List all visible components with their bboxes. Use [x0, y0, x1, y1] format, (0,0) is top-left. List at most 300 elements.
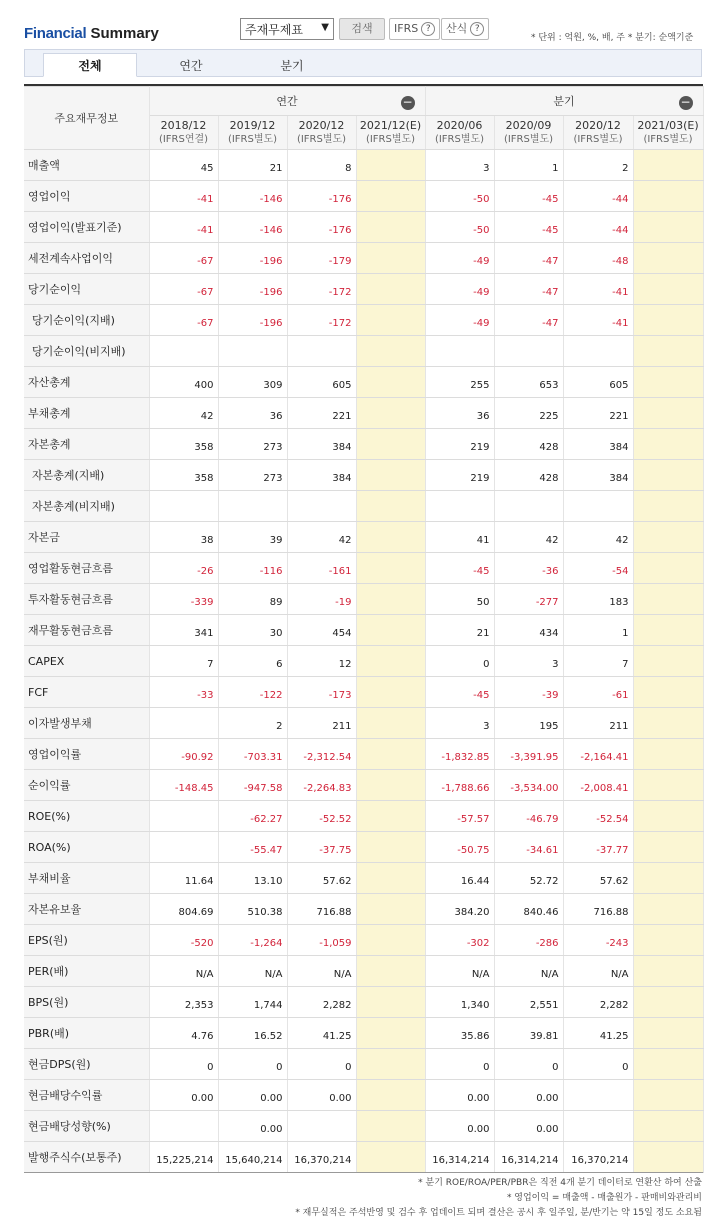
table-cell: N/A — [218, 956, 287, 987]
table-cell: -179 — [287, 243, 356, 274]
table-cell — [356, 615, 425, 646]
table-cell — [563, 336, 633, 367]
table-cell: -2,264.83 — [287, 770, 356, 801]
table-cell: -48 — [563, 243, 633, 274]
row-label: FCF — [24, 677, 149, 708]
row-label: 부채비율 — [24, 863, 149, 894]
table-cell — [356, 150, 425, 181]
table-cell: 716.88 — [287, 894, 356, 925]
table-cell — [356, 491, 425, 522]
table-cell — [633, 708, 703, 739]
table-cell: -1,264 — [218, 925, 287, 956]
table-cell: 1,744 — [218, 987, 287, 1018]
table-cell: 16,314,214 — [494, 1142, 563, 1173]
footnote: * 분기 ROE/ROA/PER/PBR은 직전 4개 분기 데이터로 연환산 하여 산출 — [418, 1178, 702, 1188]
table-cell — [149, 832, 218, 863]
table-cell — [633, 553, 703, 584]
table-cell: 605 — [563, 367, 633, 398]
table-cell: 89 — [218, 584, 287, 615]
table-cell: -196 — [218, 305, 287, 336]
table-row — [24, 708, 703, 739]
table-row — [24, 646, 703, 677]
table-cell: 434 — [494, 615, 563, 646]
table-cell: 39 — [218, 522, 287, 553]
column-basis: (IFRS별도) — [296, 133, 347, 145]
table-cell — [356, 243, 425, 274]
table-cell: -37.77 — [563, 832, 633, 863]
table-cell: 273 — [218, 460, 287, 491]
table-cell — [149, 801, 218, 832]
column-basis: (IFRS별도) — [227, 133, 278, 145]
table-row — [24, 429, 703, 460]
table-cell: -62.27 — [218, 801, 287, 832]
table-cell: -47 — [494, 274, 563, 305]
table-cell: -52.54 — [563, 801, 633, 832]
table-cell — [563, 491, 633, 522]
table-cell — [633, 150, 703, 181]
row-label: 세전계속사업이익 — [24, 243, 149, 274]
column-header — [633, 116, 703, 150]
table-cell: -146 — [218, 181, 287, 212]
table-cell: -172 — [287, 305, 356, 336]
table-row — [24, 894, 703, 925]
table-row — [24, 1049, 703, 1080]
table-cell: -90.92 — [149, 739, 218, 770]
column-header — [425, 116, 494, 150]
row-label: 영업이익 — [24, 181, 149, 212]
table-cell — [356, 708, 425, 739]
table-cell: 3 — [425, 708, 494, 739]
table-cell — [356, 646, 425, 677]
group-annual-header — [149, 87, 425, 116]
table-cell: 1 — [563, 615, 633, 646]
table-cell: 2 — [218, 708, 287, 739]
row-label: 현금배당성향(%) — [24, 1111, 149, 1142]
table-cell — [633, 677, 703, 708]
table-cell: 11.64 — [149, 863, 218, 894]
table-cell: -176 — [287, 181, 356, 212]
table-cell — [633, 925, 703, 956]
row-label: ROA(%) — [24, 832, 149, 863]
column-period: 2020/12 — [575, 118, 621, 132]
table-cell: -243 — [563, 925, 633, 956]
column-period: 2021/03(E) — [637, 118, 699, 132]
group-quarter-label: 분기 — [553, 95, 575, 108]
table-cell — [494, 491, 563, 522]
table-cell: 2,282 — [563, 987, 633, 1018]
table-cell: 225 — [494, 398, 563, 429]
row-label: 당기순이익(비지배) — [24, 336, 149, 367]
table-cell: 0.00 — [149, 1080, 218, 1111]
row-label: PER(배) — [24, 956, 149, 987]
table-cell: -45 — [494, 212, 563, 243]
table-cell: 0.00 — [494, 1080, 563, 1111]
formula-info-button[interactable] — [441, 18, 489, 40]
table-cell: -146 — [218, 212, 287, 243]
footnotes — [295, 1176, 702, 1221]
table-cell: 211 — [563, 708, 633, 739]
table-body — [24, 150, 703, 1173]
table-row — [24, 1080, 703, 1111]
table-cell: -1,832.85 — [425, 739, 494, 770]
tab-all[interactable]: 전체 — [43, 53, 137, 77]
table-cell: 605 — [287, 367, 356, 398]
table-cell: -54 — [563, 553, 633, 584]
table-cell: 358 — [149, 460, 218, 491]
table-cell: -50 — [425, 181, 494, 212]
table-cell: 45 — [149, 150, 218, 181]
table-cell — [633, 956, 703, 987]
table-cell: 0.00 — [287, 1080, 356, 1111]
column-period: 2020/12 — [298, 118, 345, 132]
column-header — [563, 116, 633, 150]
table-cell — [563, 1080, 633, 1111]
column-header — [287, 116, 356, 150]
table-cell — [356, 181, 425, 212]
table-row — [24, 150, 703, 181]
table-cell: 804.69 — [149, 894, 218, 925]
table-row — [24, 367, 703, 398]
column-period: 2020/06 — [436, 118, 483, 132]
table-cell: 384.20 — [425, 894, 494, 925]
table-row — [24, 1018, 703, 1049]
table-row — [24, 770, 703, 801]
table-cell: 384 — [563, 429, 633, 460]
title-part2: Summary — [86, 25, 159, 42]
table-cell: -196 — [218, 274, 287, 305]
table-cell: -1,788.66 — [425, 770, 494, 801]
table-cell: 1 — [494, 150, 563, 181]
table-cell — [563, 1111, 633, 1142]
table-cell — [356, 584, 425, 615]
title-part1: Financial — [24, 25, 87, 42]
table-cell: -2,164.41 — [563, 739, 633, 770]
table-cell — [633, 522, 703, 553]
table-cell: 42 — [494, 522, 563, 553]
table-cell: -339 — [149, 584, 218, 615]
row-label: 영업활동현금흐름 — [24, 553, 149, 584]
table-row — [24, 832, 703, 863]
table-cell: -49 — [425, 274, 494, 305]
financial-summary-table — [24, 86, 704, 1173]
row-label: 재무활동현금흐름 — [24, 615, 149, 646]
table-cell: 2,282 — [287, 987, 356, 1018]
table-cell: 50 — [425, 584, 494, 615]
column-header — [356, 116, 425, 150]
table-cell: 273 — [218, 429, 287, 460]
table-cell — [633, 367, 703, 398]
footnote: * 재무실적은 주석반영 및 검수 후 업데이트 되며 결산은 공시 후 일주일, 분/반기는 약 15일 정도 소요됨 — [295, 1208, 702, 1218]
table-cell — [356, 770, 425, 801]
table-cell: -520 — [149, 925, 218, 956]
table-cell — [633, 243, 703, 274]
table-cell — [149, 491, 218, 522]
table-cell: 341 — [149, 615, 218, 646]
table-cell: -26 — [149, 553, 218, 584]
table-row — [24, 739, 703, 770]
table-cell: 39.81 — [494, 1018, 563, 1049]
table-cell — [356, 925, 425, 956]
column-header — [149, 116, 218, 150]
table-row — [24, 863, 703, 894]
table-cell — [356, 367, 425, 398]
table-cell: 15,640,214 — [218, 1142, 287, 1173]
table-cell — [633, 801, 703, 832]
table-row — [24, 584, 703, 615]
table-cell: -41 — [149, 212, 218, 243]
table-cell: 0 — [425, 1049, 494, 1080]
table-cell — [356, 305, 425, 336]
table-cell: 183 — [563, 584, 633, 615]
table-row — [24, 243, 703, 274]
table-cell: 38 — [149, 522, 218, 553]
table-cell: 0 — [149, 1049, 218, 1080]
table-cell — [356, 739, 425, 770]
column-basis: (IFRS별도) — [365, 133, 416, 145]
table-row — [24, 677, 703, 708]
column-basis: (IFRS별도) — [573, 133, 623, 145]
table-cell: -67 — [149, 274, 218, 305]
table-cell — [356, 801, 425, 832]
table-cell — [633, 305, 703, 336]
table-cell: -116 — [218, 553, 287, 584]
table-cell — [633, 615, 703, 646]
collapse-annual-icon[interactable]: − — [402, 95, 413, 109]
table-cell — [356, 832, 425, 863]
table-row — [24, 925, 703, 956]
table-cell — [149, 708, 218, 739]
table-cell: -49 — [425, 305, 494, 336]
table-cell: 221 — [563, 398, 633, 429]
table-row — [24, 1142, 703, 1173]
row-label: 매출액 — [24, 150, 149, 181]
table-cell: 41 — [425, 522, 494, 553]
table-cell — [149, 1111, 218, 1142]
row-label: 현금DPS(원) — [24, 1049, 149, 1080]
table-cell: -703.31 — [218, 739, 287, 770]
row-label: 당기순이익(지배) — [24, 305, 149, 336]
row-label: 발행주식수(보통주) — [24, 1142, 149, 1173]
table-cell: -50.75 — [425, 832, 494, 863]
row-label: 영업이익률 — [24, 739, 149, 770]
table-cell — [633, 770, 703, 801]
table-cell: 0 — [218, 1049, 287, 1080]
top-bar — [0, 0, 713, 48]
chevron-down-icon: ▼ — [321, 22, 329, 33]
table-cell: -172 — [287, 274, 356, 305]
table-cell — [633, 863, 703, 894]
table-cell: -44 — [563, 212, 633, 243]
table-row — [24, 491, 703, 522]
row-label: 자본유보율 — [24, 894, 149, 925]
table-cell: -1,059 — [287, 925, 356, 956]
table-cell — [356, 956, 425, 987]
table-cell: 0 — [494, 1049, 563, 1080]
table-cell — [356, 677, 425, 708]
row-label: 자본총계(지배) — [24, 460, 149, 491]
table-cell: 52.72 — [494, 863, 563, 894]
table-cell: -49 — [425, 243, 494, 274]
table-cell: 454 — [287, 615, 356, 646]
table-cell: 384 — [287, 429, 356, 460]
question-icon: ? — [470, 22, 484, 36]
table-cell — [356, 212, 425, 243]
table-cell — [633, 646, 703, 677]
column-period: 2020/09 — [505, 118, 552, 132]
footnote: * 영업이익 = 매출액 - 매출원가 - 판매비와관리비 — [506, 1193, 702, 1203]
table-row — [24, 398, 703, 429]
ifrs-info-button[interactable] — [389, 18, 440, 40]
table-row — [24, 212, 703, 243]
table-cell — [356, 894, 425, 925]
table-cell — [633, 1111, 703, 1142]
table-cell — [356, 460, 425, 491]
table-cell — [633, 460, 703, 491]
table-cell: 219 — [425, 429, 494, 460]
column-basis: (IFRS별도) — [503, 133, 554, 145]
table-cell: -37.75 — [287, 832, 356, 863]
table-cell — [218, 491, 287, 522]
table-cell: 510.38 — [218, 894, 287, 925]
table-cell: -2,008.41 — [563, 770, 633, 801]
table-cell: N/A — [563, 956, 633, 987]
table-cell — [633, 212, 703, 243]
table-cell: 195 — [494, 708, 563, 739]
table-cell: -46.79 — [494, 801, 563, 832]
table-cell — [633, 398, 703, 429]
column-period: 2019/12 — [229, 118, 276, 132]
table-cell: 16.44 — [425, 863, 494, 894]
table-cell: -47 — [494, 305, 563, 336]
table-cell — [633, 1142, 703, 1173]
collapse-quarter-icon[interactable]: − — [680, 95, 691, 109]
table-cell — [287, 491, 356, 522]
table-cell: 840.46 — [494, 894, 563, 925]
table-cell: -67 — [149, 305, 218, 336]
page-title — [24, 25, 159, 42]
table-cell: 16,314,214 — [425, 1142, 494, 1173]
table-cell: 0.00 — [494, 1111, 563, 1142]
table-row — [24, 956, 703, 987]
table-cell — [633, 1049, 703, 1080]
table-cell: -3,391.95 — [494, 739, 563, 770]
table-cell: 255 — [425, 367, 494, 398]
table-cell: 7 — [149, 646, 218, 677]
table-cell — [356, 274, 425, 305]
table-cell: 3 — [425, 150, 494, 181]
row-label: CAPEX — [24, 646, 149, 677]
table-cell: 1,340 — [425, 987, 494, 1018]
table-cell: 7 — [563, 646, 633, 677]
table-cell: N/A — [149, 956, 218, 987]
table-cell: 0.00 — [425, 1080, 494, 1111]
table-cell: 0 — [563, 1049, 633, 1080]
column-period: 2018/12 — [160, 118, 207, 132]
table-cell: -67 — [149, 243, 218, 274]
table-cell: -36 — [494, 553, 563, 584]
row-label: 자본총계(비지배) — [24, 491, 149, 522]
table-cell: 4.76 — [149, 1018, 218, 1049]
table-cell — [494, 336, 563, 367]
table-cell: 0.00 — [218, 1080, 287, 1111]
table-cell: -47 — [494, 243, 563, 274]
table-cell: -41 — [149, 181, 218, 212]
table-cell: 42 — [563, 522, 633, 553]
table-cell: -173 — [287, 677, 356, 708]
search-button[interactable]: 검색 — [339, 18, 385, 40]
table-cell: 8 — [287, 150, 356, 181]
table-cell: 41.25 — [287, 1018, 356, 1049]
table-cell: -45 — [425, 677, 494, 708]
column-basis: (IFRS연결) — [158, 133, 209, 145]
tab-annual[interactable]: 연간 — [179, 59, 203, 73]
table-cell: -50 — [425, 212, 494, 243]
table-cell: -947.58 — [218, 770, 287, 801]
table-cell: 12 — [287, 646, 356, 677]
table-cell — [149, 336, 218, 367]
row-label: 이자발생부채 — [24, 708, 149, 739]
table-cell: N/A — [425, 956, 494, 987]
table-cell: -176 — [287, 212, 356, 243]
table-cell: -148.45 — [149, 770, 218, 801]
row-label: 부채총계 — [24, 398, 149, 429]
table-cell — [633, 987, 703, 1018]
table-cell: 30 — [218, 615, 287, 646]
table-cell: -57.57 — [425, 801, 494, 832]
unit-note: * 단위 : 억원, %, 배, 주 * 분기: 순액기준 — [531, 33, 694, 43]
table-cell — [633, 336, 703, 367]
table-cell — [633, 894, 703, 925]
table-cell: 21 — [425, 615, 494, 646]
table-cell: 219 — [425, 460, 494, 491]
row-label: BPS(원) — [24, 987, 149, 1018]
table-cell: 428 — [494, 460, 563, 491]
row-label: 당기순이익 — [24, 274, 149, 305]
table-cell: 0.00 — [425, 1111, 494, 1142]
column-header — [218, 116, 287, 150]
table-row — [24, 305, 703, 336]
table-cell — [356, 863, 425, 894]
table-cell — [633, 429, 703, 460]
table-cell — [633, 584, 703, 615]
table-cell — [633, 1080, 703, 1111]
table-cell: 0.00 — [218, 1111, 287, 1142]
table-cell — [633, 181, 703, 212]
table-cell: -34.61 — [494, 832, 563, 863]
table-cell: -55.47 — [218, 832, 287, 863]
table-cell — [356, 1142, 425, 1173]
table-cell: N/A — [494, 956, 563, 987]
table-cell: 16.52 — [218, 1018, 287, 1049]
group-annual-label: 연간 — [276, 95, 298, 108]
table-cell: -122 — [218, 677, 287, 708]
table-cell — [633, 274, 703, 305]
statement-type-value: 주재무제표 — [245, 23, 303, 37]
table-row — [24, 274, 703, 305]
table-cell: 2,353 — [149, 987, 218, 1018]
table-cell: 358 — [149, 429, 218, 460]
table-cell: -33 — [149, 677, 218, 708]
table-row — [24, 615, 703, 646]
table-cell: 13.10 — [218, 863, 287, 894]
table-row — [24, 522, 703, 553]
table-row — [24, 460, 703, 491]
group-quarter-header — [425, 87, 703, 116]
tab-quarter[interactable]: 분기 — [280, 59, 304, 73]
statement-type-select[interactable] — [240, 18, 334, 40]
table-cell: 309 — [218, 367, 287, 398]
row-label: 영업이익(발표기준) — [24, 212, 149, 243]
